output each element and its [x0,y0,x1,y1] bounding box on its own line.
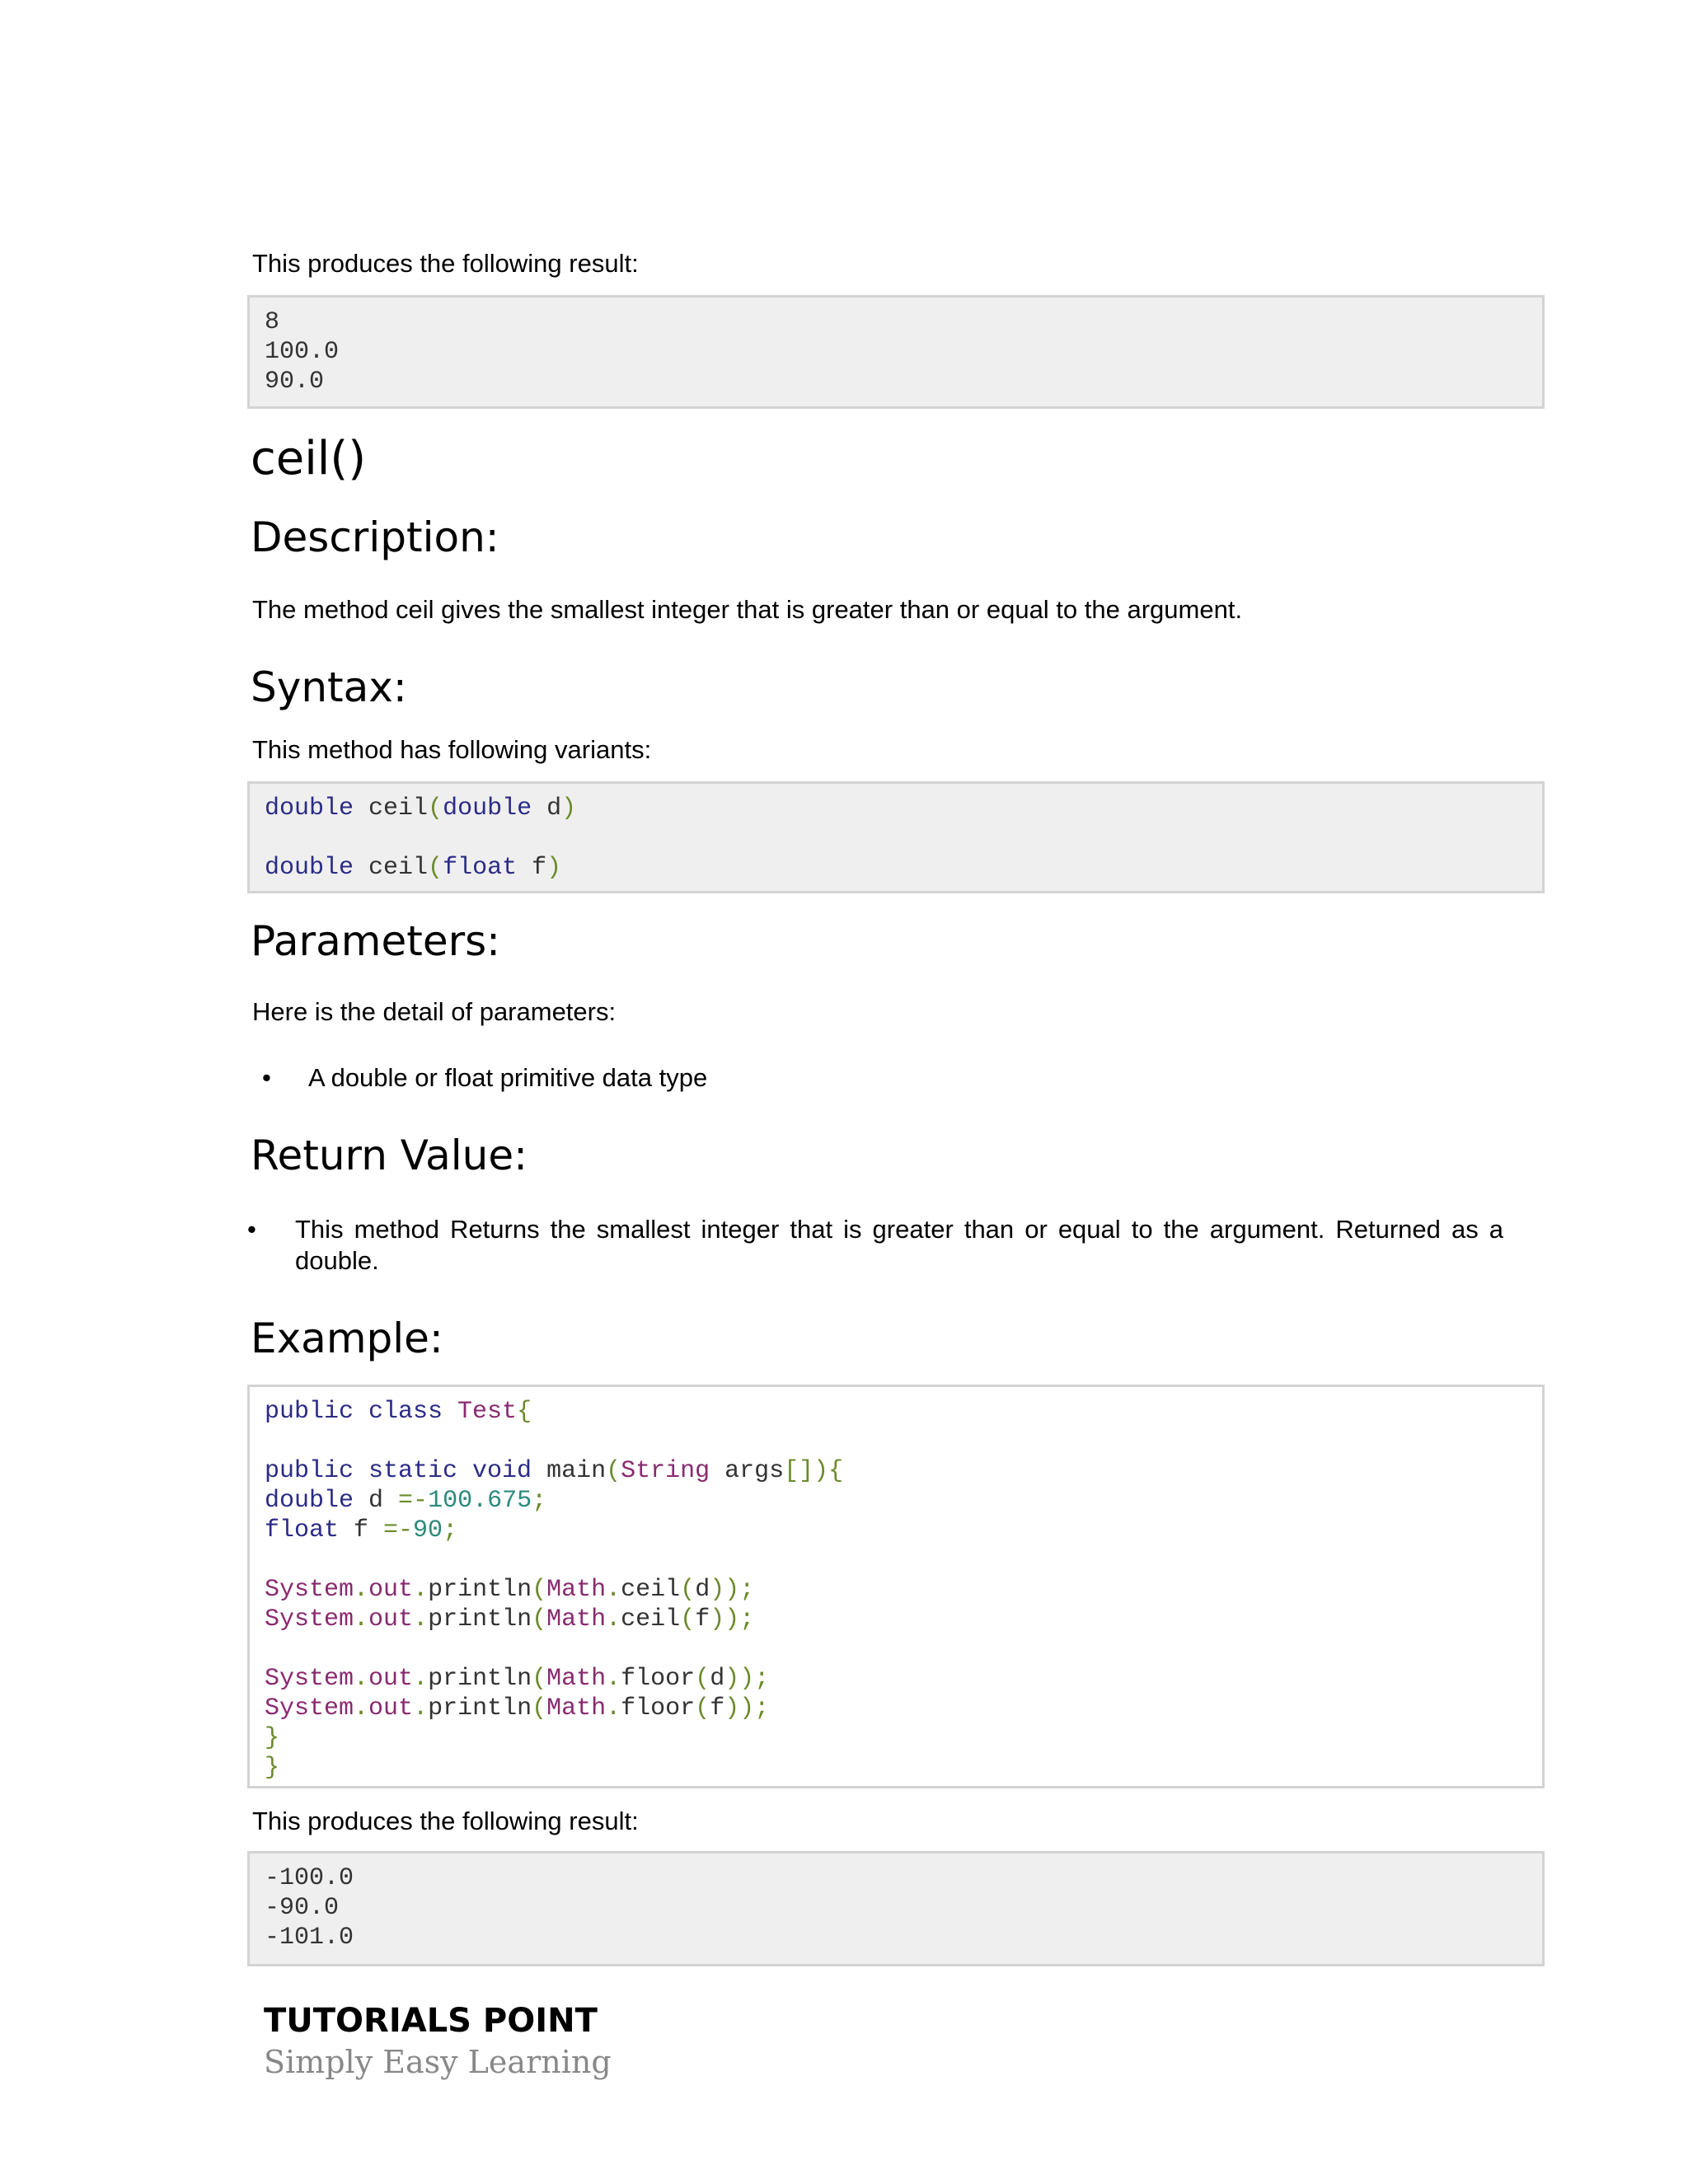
return-value-bullet-line2: double. [295,1246,379,1275]
parameters-heading: Parameters: [251,917,501,965]
example-code-block [247,1385,1545,1788]
output-line: 90.0 [265,368,325,396]
parameters-text: Here is the detail of parameters: [252,997,617,1026]
bullet-icon: • [262,1063,271,1092]
output-line: 100.0 [265,338,340,366]
intro-result-text: This produces the following result: [252,249,639,278]
footer-brand-subtitle: Simply Easy Learning [264,2044,612,2080]
code-line: float f =-90; [265,1516,458,1544]
parameters-bullet-text: A double or float primitive data type [308,1063,708,1092]
code-line: } [265,1754,280,1782]
code-line: System.out.println(Math.ceil(d)); [265,1576,755,1604]
example-heading: Example: [251,1315,443,1362]
bullet-icon: • [247,1215,256,1244]
code-line: } [265,1724,280,1752]
description-text: The method ceil gives the smallest integer that is greater than or equal to the argument. [252,595,1243,624]
syntax-code-line: double ceil(float f) [265,854,562,882]
return-value-heading: Return Value: [251,1132,528,1179]
code-line: System.out.println(Math.floor(d)); [265,1665,770,1693]
syntax-heading: Syntax: [251,663,407,711]
description-heading: Description: [251,513,499,561]
code-line: public class Test{ [265,1398,532,1426]
syntax-code-block [247,781,1545,893]
output-line: -90.0 [265,1894,340,1922]
syntax-code-line: double ceil(double d) [265,794,577,823]
syntax-text: This method has following variants: [252,735,652,764]
code-line: public static void main(String args[]){ [265,1457,844,1485]
return-value-bullet-line1: This method Returns the smallest integer that is greater than or equal to the argument. Returned as a [295,1215,1503,1244]
output-line: 8 [265,308,280,336]
method-title: ceil() [251,432,367,485]
result-intro-text: This produces the following result: [252,1807,639,1835]
first-output-block [247,295,1545,409]
code-line: System.out.println(Math.ceil(f)); [265,1605,755,1633]
output-line: -101.0 [265,1924,354,1952]
code-line: double d =-100.675; [265,1487,547,1515]
code-line: System.out.println(Math.floor(f)); [265,1694,770,1722]
footer-brand-title: TUTORIALS POINT [264,2002,598,2040]
output-line: -100.0 [265,1864,354,1892]
second-output-block [247,1851,1545,1966]
